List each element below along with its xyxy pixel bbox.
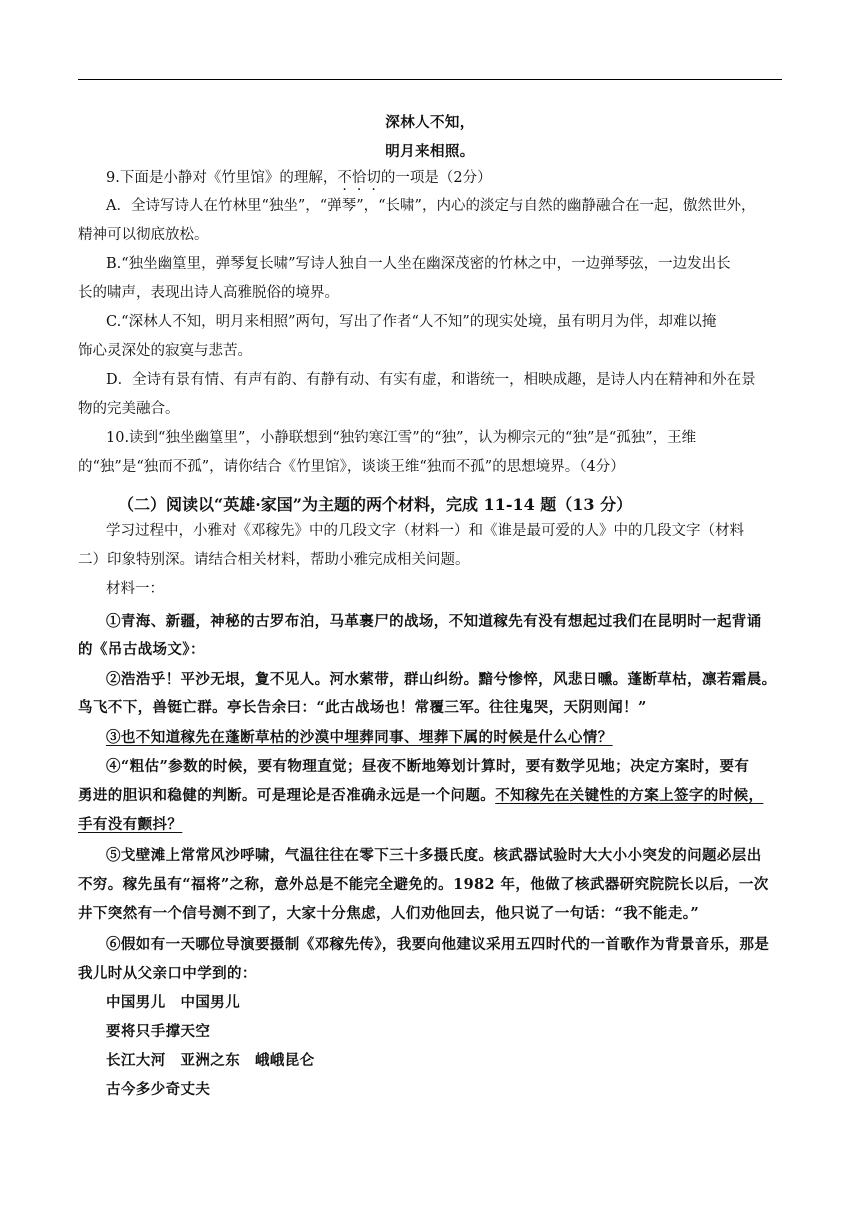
paragraph-1-line-1: ①青海、新疆，神秘的古罗布泊，马革裹尸的战场，不知道稼先有没有想起过我们在昆明时一起背诵	[106, 613, 762, 630]
option-c-line-2: 饰心灵深处的寂寞与悲苦。	[78, 343, 252, 359]
paragraph-5-line-1: ⑤戈壁滩上常常风沙呼啸，气温往往在零下三十多摄氏度。核武器试验时大大小小突发的问题必层出	[106, 847, 762, 864]
material-1-label: 材料一：	[106, 581, 164, 597]
paragraph-2-line-2: 鸟飞不下，兽铤亡群。亭长告余曰：“此古战场也！常覆三军。往往鬼哭，天阴则闻！”	[78, 699, 647, 716]
song-line-1: 中国男儿 中国男儿	[106, 994, 241, 1011]
intro-line-1: 学习过程中，小雅对《邓稼先》中的几段文字（材料一）和《谁是最可爱的人》中的几段文字（材料	[106, 523, 744, 539]
paragraph-3-underlined: ③也不知道稼先在蓬断草枯的沙漠中埋葬同事、埋葬下属的时候是什么心情？	[106, 729, 613, 746]
paragraph-4-line-3: 手有没有颤抖？	[78, 816, 183, 833]
song-line-3: 长江大河 亚洲之东 峨峨昆仑	[106, 1052, 315, 1069]
song-line-4: 古今多少奇丈夫	[106, 1081, 211, 1098]
header-rule	[78, 79, 782, 80]
poem-line-2: 明月来相照。	[385, 143, 475, 160]
paragraph-6-line-2: 我儿时从父亲口中学到的：	[78, 965, 257, 982]
intro-line-2: 二）印象特别深。请结合相关材料，帮助小雅完成相关问题。	[78, 552, 470, 568]
option-c-line-1: C.“深林人不知，明月来相照”两句，写出了作者“人不知”的现实处境，虽有明月为伴，却难以掩	[106, 314, 717, 330]
paragraph-6-line-1: ⑥假如有一天哪位导演要摄制《邓稼先传》，我要向他建议采用五四时代的一首歌作为背景音乐，那是	[106, 936, 770, 953]
emphasis-dot: 切	[366, 170, 381, 186]
emphasis-dot: 恰	[351, 170, 367, 186]
option-a-line-1: A．全诗写诗人在竹林里“独坐”，“弹琴”，“长啸”，内心的淡定与自然的幽静融合在一起，傲然世外，	[106, 198, 756, 214]
song-line-2: 要将只手撑天空	[106, 1023, 211, 1040]
underlined-question: 不知稼先在关键性的方案上签字的时候，	[495, 787, 764, 804]
option-b-line-2: 长的啸声，表现出诗人高雅脱俗的境界。	[78, 285, 339, 301]
paragraph-2-line-1: ②浩浩乎！平沙无垠，夐不见人。河水萦带，群山纠纷。黯兮惨悴，风悲日曛。蓬断草枯，凛若霜晨。	[106, 671, 777, 688]
question-10-line-2: 的“独”是“独而不孤”，请你结合《竹里馆》，谈谈王维“独而不孤”的思想境界。（4分）	[78, 459, 625, 475]
paragraph-1-line-2: 的《吊古战场文》：	[78, 641, 205, 658]
paragraph-4-line-1: ④“粗估”参数的时候，要有物理直觉；昼夜不断地筹划计算时，要有数学见地；决定方案时，要有	[106, 758, 750, 775]
paragraph-5-line-3: 井下突然有一个信号测不到了，大家十分焦虑，人们劝他回去，他只说了一句话：“我不能走。”	[78, 905, 700, 922]
poem-line-1: 深林人不知，	[385, 114, 475, 131]
option-b-line-1: B.“独坐幽篁里，弹琴复长啸”写诗人独自一人坐在幽深茂密的竹林之中，一边弹琴弦，一边发出长	[106, 256, 731, 272]
emphasis-dot: 不	[337, 170, 352, 186]
option-d-line-1: D．全诗有景有情、有声有韵、有静有动、有实有虚，和谐统一，相映成趣，是诗人内在精神和外在景	[106, 372, 756, 388]
paragraph-5-line-2: 不穷。稼先虽有“福将”之称，意外总是不能完全避免的。1982 年，他做了核武器研究院院长以后，一次	[78, 876, 769, 893]
section-heading: （二）阅读以“英雄·家国”为主题的两个材料，完成 11-14 题（13 分）	[118, 495, 633, 514]
option-d-line-2: 物的完美融合。	[78, 401, 180, 417]
option-a-line-2: 精神可以彻底放松。	[78, 227, 209, 243]
question-9-stem: 9.下面是小静对《竹里馆》的理解，不恰切的一项是（2分）	[106, 170, 492, 186]
paragraph-4-line-2: 勇进的胆识和稳健的判断。可是理论是否准确永远是一个问题。不知稼先在关键性的方案上签字的时候，	[78, 787, 764, 804]
question-10-line-1: 10.读到“独坐幽篁里”，小静联想到“独钓寒江雪”的“独”，认为柳宗元的“独”是“孤独”，王维	[106, 430, 697, 446]
